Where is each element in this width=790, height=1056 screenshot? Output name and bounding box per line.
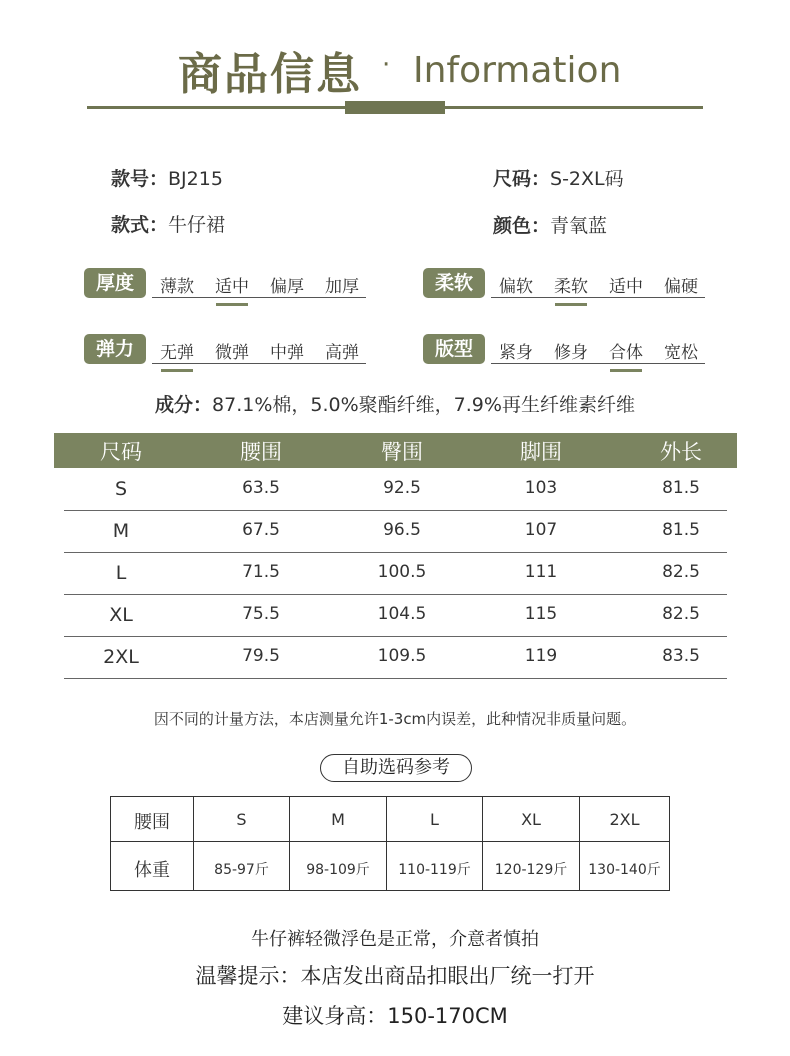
attribute-tag: 弹力 [84, 334, 146, 364]
attribute-option: 紧身 [499, 343, 533, 363]
size-table-header-cell: 臀围 [381, 440, 423, 464]
attribute-option: 微弹 [215, 343, 249, 363]
attribute-option: 高弹 [325, 343, 359, 363]
table-cell: 81.5 [662, 478, 700, 498]
table-cell: 81.5 [662, 520, 700, 540]
ref-row-label: 体重 [134, 860, 170, 881]
attribute-option: 加厚 [325, 277, 359, 297]
product-color [493, 211, 607, 238]
title-separator-dot: · [382, 50, 391, 80]
ref-size-cell: M [331, 810, 345, 829]
fabric-composition [0, 390, 790, 417]
table-cell: 82.5 [662, 562, 700, 582]
table-cell: 83.5 [662, 646, 700, 666]
table-row [64, 637, 727, 679]
table-cell: 104.5 [377, 604, 427, 624]
attribute-option: 偏软 [499, 277, 533, 297]
attribute-tag: 柔软 [423, 268, 485, 298]
footer-line-height: 建议身高：150-170CM [282, 1004, 508, 1028]
composition-value: 87.1%棉，5.0%聚酯纤维，7.9%再生纤维素纤维 [212, 394, 635, 416]
table-row [64, 553, 727, 595]
attribute-option: 修身 [554, 343, 588, 363]
table-cell: 63.5 [242, 478, 280, 498]
attribute-option-selected: 柔软 [546, 272, 596, 297]
table-cell: 71.5 [242, 562, 280, 582]
page-title-en: Information [413, 50, 622, 91]
ref-weight-cell: 130-140斤 [588, 862, 661, 878]
attribute-options [152, 334, 366, 364]
style-type-label: 款式： [111, 214, 169, 236]
table-cell: M [112, 520, 130, 542]
style-type [111, 210, 225, 237]
attribute-tag: 厚度 [84, 268, 146, 298]
attribute-option-selected: 合体 [601, 338, 651, 363]
attribute-option: 偏硬 [664, 277, 698, 297]
size-table-header-cell: 脚围 [520, 440, 562, 464]
style-number [111, 164, 223, 191]
table-row [64, 469, 727, 511]
measurement-note: 因不同的计量方法，本店测量允许1-3cm内误差，此种情况非质量问题。 [153, 710, 637, 728]
header-divider-accent [345, 101, 445, 114]
attribute-option: 中弹 [270, 343, 304, 363]
size-range-label: 尺码： [493, 168, 551, 190]
size-table-header-cell: 腰围 [240, 440, 282, 464]
table-cell: 75.5 [242, 604, 280, 624]
table-cell: 100.5 [377, 562, 427, 582]
table-cell: 92.5 [383, 478, 421, 498]
attribute-tag: 版型 [423, 334, 485, 364]
product-color-value: 青氧蓝 [550, 215, 608, 237]
attribute-option: 薄款 [160, 277, 194, 297]
page-title-cn: 商品信息 [178, 49, 362, 100]
size-table-header-cell: 外长 [660, 440, 702, 464]
attribute-option: 适中 [609, 277, 643, 297]
attribute-options [152, 268, 366, 298]
attribute-options [491, 268, 705, 298]
table-cell: L [115, 562, 127, 584]
size-table-header-cell: 尺码 [100, 440, 142, 464]
size-range-value: S-2XL码 [550, 168, 624, 190]
size-reference-table [110, 796, 670, 891]
attribute-option-selected: 适中 [207, 272, 257, 297]
table-cell: XL [109, 604, 133, 626]
ref-weight-cell: 98-109斤 [306, 862, 370, 878]
table-cell: 67.5 [242, 520, 280, 540]
table-cell: 115 [524, 604, 558, 624]
table-cell: 103 [524, 478, 558, 498]
table-cell: 79.5 [242, 646, 280, 666]
ref-size-cell: L [430, 810, 439, 829]
footer-line-fading: 牛仔裤轻微浮色是正常，介意者慎拍 [251, 929, 539, 950]
ref-size-cell: S [236, 810, 247, 829]
ref-weight-cell: 120-129斤 [494, 862, 568, 878]
table-cell: S [114, 478, 128, 500]
footer-line-tip: 温馨提示：本店发出商品扣眼出厂统一打开 [195, 964, 595, 988]
table-cell: 96.5 [383, 520, 421, 540]
size-reference-title: 自助选码参考 [320, 754, 472, 782]
ref-weight-cell: 85-97斤 [214, 862, 269, 878]
table-cell: 111 [524, 562, 558, 582]
style-number-value: BJ215 [168, 168, 223, 190]
table-cell: 107 [524, 520, 558, 540]
table-row [64, 595, 727, 637]
attribute-options [491, 334, 705, 364]
table-cell: 2XL [103, 646, 139, 668]
ref-size-cell: XL [521, 810, 541, 829]
ref-size-cell: 2XL [609, 810, 640, 829]
size-range [493, 164, 624, 191]
product-color-label: 颜色： [493, 215, 551, 237]
attribute-option: 偏厚 [270, 277, 304, 297]
table-cell: 82.5 [662, 604, 700, 624]
table-cell: 119 [524, 646, 558, 666]
attribute-option: 宽松 [664, 343, 698, 363]
table-cell: 109.5 [377, 646, 427, 666]
size-table-header [54, 433, 737, 468]
attribute-option-selected: 无弹 [152, 338, 202, 363]
style-type-value: 牛仔裙 [168, 214, 226, 236]
table-row [64, 511, 727, 553]
style-number-label: 款号： [111, 168, 169, 190]
composition-label: 成分： [155, 394, 213, 416]
ref-weight-cell: 110-119斤 [398, 862, 471, 878]
table-divider [111, 841, 669, 842]
ref-row-label: 腰围 [134, 812, 170, 833]
page-header [0, 30, 790, 100]
